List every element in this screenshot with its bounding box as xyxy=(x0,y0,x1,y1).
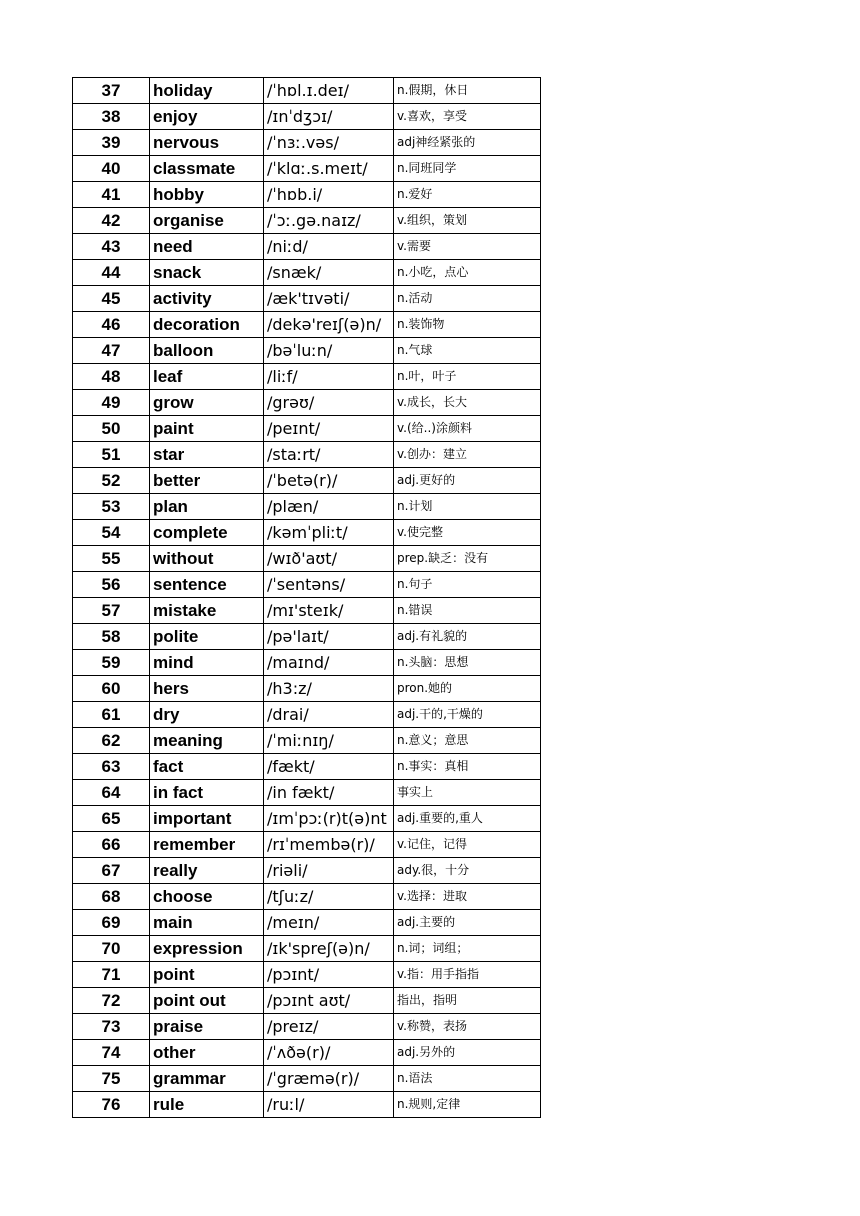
chinese-meaning: n.活动 xyxy=(394,286,541,312)
vocabulary-word: fact xyxy=(150,754,264,780)
table-row xyxy=(73,676,541,702)
phonetic-transcription: /pɔɪnt/ xyxy=(264,962,394,988)
phonetic-transcription: /riəli/ xyxy=(264,858,394,884)
vocabulary-word: polite xyxy=(150,624,264,650)
chinese-meaning: adj.主要的 xyxy=(394,910,541,936)
vocabulary-sheet xyxy=(72,77,541,1118)
chinese-meaning: adj.有礼貌的 xyxy=(394,624,541,650)
phonetic-transcription: /wɪð'aʊt/ xyxy=(264,546,394,572)
chinese-meaning: n.意义；意思 xyxy=(394,728,541,754)
chinese-meaning: v.称赞，表扬 xyxy=(394,1014,541,1040)
vocabulary-word: choose xyxy=(150,884,264,910)
row-number: 72 xyxy=(73,988,150,1014)
vocabulary-word: sentence xyxy=(150,572,264,598)
table-row xyxy=(73,130,541,156)
chinese-meaning: adj.另外的 xyxy=(394,1040,541,1066)
phonetic-transcription: /pə'laɪt/ xyxy=(264,624,394,650)
vocabulary-word: decoration xyxy=(150,312,264,338)
vocabulary-word: nervous xyxy=(150,130,264,156)
chinese-meaning: n.计划 xyxy=(394,494,541,520)
table-row xyxy=(73,1066,541,1092)
row-number: 74 xyxy=(73,1040,150,1066)
chinese-meaning: n.词；词组； xyxy=(394,936,541,962)
table-row xyxy=(73,468,541,494)
vocabulary-word: important xyxy=(150,806,264,832)
chinese-meaning: 事实上 xyxy=(394,780,541,806)
vocabulary-word: need xyxy=(150,234,264,260)
vocabulary-word: without xyxy=(150,546,264,572)
table-row xyxy=(73,312,541,338)
chinese-meaning: v.喜欢，享受 xyxy=(394,104,541,130)
row-number: 54 xyxy=(73,520,150,546)
row-number: 46 xyxy=(73,312,150,338)
chinese-meaning: n.错误 xyxy=(394,598,541,624)
phonetic-transcription: /peɪnt/ xyxy=(264,416,394,442)
chinese-meaning: v.(给..)涂颜料 xyxy=(394,416,541,442)
phonetic-transcription: /pɔɪnt aʊt/ xyxy=(264,988,394,1014)
vocabulary-word: point out xyxy=(150,988,264,1014)
chinese-meaning: v.成长，长大 xyxy=(394,390,541,416)
table-row xyxy=(73,624,541,650)
chinese-meaning: v.创办：建立 xyxy=(394,442,541,468)
table-row xyxy=(73,104,541,130)
vocabulary-word: complete xyxy=(150,520,264,546)
row-number: 42 xyxy=(73,208,150,234)
chinese-meaning: n.头脑：思想 xyxy=(394,650,541,676)
vocabulary-word: rule xyxy=(150,1092,264,1118)
row-number: 49 xyxy=(73,390,150,416)
row-number: 69 xyxy=(73,910,150,936)
row-number: 55 xyxy=(73,546,150,572)
row-number: 47 xyxy=(73,338,150,364)
chinese-meaning: n.爱好 xyxy=(394,182,541,208)
row-number: 40 xyxy=(73,156,150,182)
row-number: 41 xyxy=(73,182,150,208)
phonetic-transcription: /ˈʌðə(r)/ xyxy=(264,1040,394,1066)
table-row xyxy=(73,572,541,598)
chinese-meaning: n.装饰物 xyxy=(394,312,541,338)
chinese-meaning: n.事实：真相 xyxy=(394,754,541,780)
phonetic-transcription: /fækt/ xyxy=(264,754,394,780)
table-row xyxy=(73,1014,541,1040)
chinese-meaning: n.叶，叶子 xyxy=(394,364,541,390)
table-row xyxy=(73,156,541,182)
vocabulary-word: praise xyxy=(150,1014,264,1040)
phonetic-transcription: /ɪmˈpɔː(r)t(ə)nt xyxy=(264,806,394,832)
chinese-meaning: n.同班同学 xyxy=(394,156,541,182)
row-number: 50 xyxy=(73,416,150,442)
table-row xyxy=(73,260,541,286)
row-number: 39 xyxy=(73,130,150,156)
table-row xyxy=(73,806,541,832)
chinese-meaning: adj.更好的 xyxy=(394,468,541,494)
table-row xyxy=(73,598,541,624)
vocabulary-word: balloon xyxy=(150,338,264,364)
phonetic-transcription: /ˈmiːnɪŋ/ xyxy=(264,728,394,754)
phonetic-transcription: /mɪ'steɪk/ xyxy=(264,598,394,624)
row-number: 62 xyxy=(73,728,150,754)
chinese-meaning: adj.重要的,重人 xyxy=(394,806,541,832)
table-row xyxy=(73,364,541,390)
row-number: 68 xyxy=(73,884,150,910)
phonetic-transcription: /tʃuːz/ xyxy=(264,884,394,910)
chinese-meaning: prep.缺乏：没有 xyxy=(394,546,541,572)
table-row xyxy=(73,234,541,260)
phonetic-transcription: /grəʊ/ xyxy=(264,390,394,416)
phonetic-transcription: /niːd/ xyxy=(264,234,394,260)
row-number: 65 xyxy=(73,806,150,832)
row-number: 66 xyxy=(73,832,150,858)
vocabulary-word: leaf xyxy=(150,364,264,390)
table-row xyxy=(73,702,541,728)
chinese-meaning: pron.她的 xyxy=(394,676,541,702)
phonetic-transcription: /ˈgræmə(r)/ xyxy=(264,1066,394,1092)
table-row xyxy=(73,780,541,806)
phonetic-transcription: /ˈhɒb.i/ xyxy=(264,182,394,208)
chinese-meaning: v.选择：进取 xyxy=(394,884,541,910)
chinese-meaning: n.气球 xyxy=(394,338,541,364)
row-number: 59 xyxy=(73,650,150,676)
table-row xyxy=(73,1092,541,1118)
phonetic-transcription: /h3:z/ xyxy=(264,676,394,702)
row-number: 51 xyxy=(73,442,150,468)
table-row xyxy=(73,546,541,572)
table-row xyxy=(73,858,541,884)
phonetic-transcription: /ruːl/ xyxy=(264,1092,394,1118)
phonetic-transcription: /ˈɔː.gə.naɪz/ xyxy=(264,208,394,234)
vocabulary-word: main xyxy=(150,910,264,936)
row-number: 60 xyxy=(73,676,150,702)
table-row xyxy=(73,650,541,676)
row-number: 53 xyxy=(73,494,150,520)
vocabulary-word: grammar xyxy=(150,1066,264,1092)
vocabulary-word: better xyxy=(150,468,264,494)
chinese-meaning: n.规则,定律 xyxy=(394,1092,541,1118)
row-number: 76 xyxy=(73,1092,150,1118)
row-number: 37 xyxy=(73,78,150,104)
vocabulary-table-body xyxy=(73,78,541,1118)
row-number: 48 xyxy=(73,364,150,390)
row-number: 70 xyxy=(73,936,150,962)
chinese-meaning: v.记住，记得 xyxy=(394,832,541,858)
vocabulary-word: meaning xyxy=(150,728,264,754)
table-row xyxy=(73,988,541,1014)
vocabulary-word: hobby xyxy=(150,182,264,208)
vocabulary-word: in fact xyxy=(150,780,264,806)
chinese-meaning: v.使完整 xyxy=(394,520,541,546)
row-number: 56 xyxy=(73,572,150,598)
chinese-meaning: v.需要 xyxy=(394,234,541,260)
vocabulary-word: plan xyxy=(150,494,264,520)
row-number: 58 xyxy=(73,624,150,650)
table-row xyxy=(73,936,541,962)
row-number: 52 xyxy=(73,468,150,494)
phonetic-transcription: /ˈhɒl.ɪ.deɪ/ xyxy=(264,78,394,104)
row-number: 44 xyxy=(73,260,150,286)
table-row xyxy=(73,884,541,910)
chinese-meaning: ady.很，十分 xyxy=(394,858,541,884)
row-number: 73 xyxy=(73,1014,150,1040)
table-row xyxy=(73,416,541,442)
row-number: 71 xyxy=(73,962,150,988)
table-row xyxy=(73,962,541,988)
row-number: 64 xyxy=(73,780,150,806)
row-number: 57 xyxy=(73,598,150,624)
table-row xyxy=(73,182,541,208)
row-number: 67 xyxy=(73,858,150,884)
phonetic-transcription: /ˈbetə(r)/ xyxy=(264,468,394,494)
vocabulary-word: dry xyxy=(150,702,264,728)
row-number: 63 xyxy=(73,754,150,780)
row-number: 61 xyxy=(73,702,150,728)
phonetic-transcription: /drai/ xyxy=(264,702,394,728)
phonetic-transcription: /preɪz/ xyxy=(264,1014,394,1040)
phonetic-transcription: /plæn/ xyxy=(264,494,394,520)
phonetic-transcription: /ɪk'spreʃ(ə)n/ xyxy=(264,936,394,962)
vocabulary-word: mind xyxy=(150,650,264,676)
phonetic-transcription: /ˈklɑː.s.meɪt/ xyxy=(264,156,394,182)
table-row xyxy=(73,442,541,468)
vocabulary-word: activity xyxy=(150,286,264,312)
vocabulary-word: snack xyxy=(150,260,264,286)
vocabulary-word: hers xyxy=(150,676,264,702)
phonetic-transcription: /maɪnd/ xyxy=(264,650,394,676)
chinese-meaning: 指出，指明 xyxy=(394,988,541,1014)
vocabulary-word: classmate xyxy=(150,156,264,182)
phonetic-transcription: /æk'tɪvəti/ xyxy=(264,286,394,312)
phonetic-transcription: /in fækt/ xyxy=(264,780,394,806)
vocabulary-word: remember xyxy=(150,832,264,858)
vocabulary-word: organise xyxy=(150,208,264,234)
phonetic-transcription: /ɪnˈdʒɔɪ/ xyxy=(264,104,394,130)
table-row xyxy=(73,754,541,780)
chinese-meaning: n.小吃，点心 xyxy=(394,260,541,286)
chinese-meaning: n.语法 xyxy=(394,1066,541,1092)
table-row xyxy=(73,338,541,364)
vocabulary-word: mistake xyxy=(150,598,264,624)
vocabulary-word: point xyxy=(150,962,264,988)
table-row xyxy=(73,494,541,520)
table-row xyxy=(73,728,541,754)
vocabulary-word: other xyxy=(150,1040,264,1066)
vocabulary-word: enjoy xyxy=(150,104,264,130)
table-row xyxy=(73,520,541,546)
vocabulary-word: grow xyxy=(150,390,264,416)
chinese-meaning: v.指：用手指指 xyxy=(394,962,541,988)
vocabulary-word: really xyxy=(150,858,264,884)
chinese-meaning: n.假期，休日 xyxy=(394,78,541,104)
phonetic-transcription: /snæk/ xyxy=(264,260,394,286)
table-row xyxy=(73,910,541,936)
vocabulary-word: star xyxy=(150,442,264,468)
row-number: 38 xyxy=(73,104,150,130)
chinese-meaning: v.组织，策划 xyxy=(394,208,541,234)
phonetic-transcription: /liːf/ xyxy=(264,364,394,390)
phonetic-transcription: /ˈsentəns/ xyxy=(264,572,394,598)
phonetic-transcription: /ˈnɜː.vəs/ xyxy=(264,130,394,156)
chinese-meaning: adj神经紧张的 xyxy=(394,130,541,156)
phonetic-transcription: /rɪˈmembə(r)/ xyxy=(264,832,394,858)
chinese-meaning: adj.干的,干燥的 xyxy=(394,702,541,728)
vocabulary-word: paint xyxy=(150,416,264,442)
table-row xyxy=(73,832,541,858)
vocabulary-word: holiday xyxy=(150,78,264,104)
table-row xyxy=(73,390,541,416)
table-row xyxy=(73,78,541,104)
phonetic-transcription: /meɪn/ xyxy=(264,910,394,936)
table-row xyxy=(73,286,541,312)
table-row xyxy=(73,1040,541,1066)
vocabulary-table xyxy=(72,77,541,1118)
row-number: 45 xyxy=(73,286,150,312)
phonetic-transcription: /dekə'reɪʃ(ə)n/ xyxy=(264,312,394,338)
vocabulary-word: expression xyxy=(150,936,264,962)
table-row xyxy=(73,208,541,234)
row-number: 43 xyxy=(73,234,150,260)
phonetic-transcription: /kəmˈpliːt/ xyxy=(264,520,394,546)
chinese-meaning: n.句子 xyxy=(394,572,541,598)
phonetic-transcription: /bəˈluːn/ xyxy=(264,338,394,364)
row-number: 75 xyxy=(73,1066,150,1092)
phonetic-transcription: /staːrt/ xyxy=(264,442,394,468)
